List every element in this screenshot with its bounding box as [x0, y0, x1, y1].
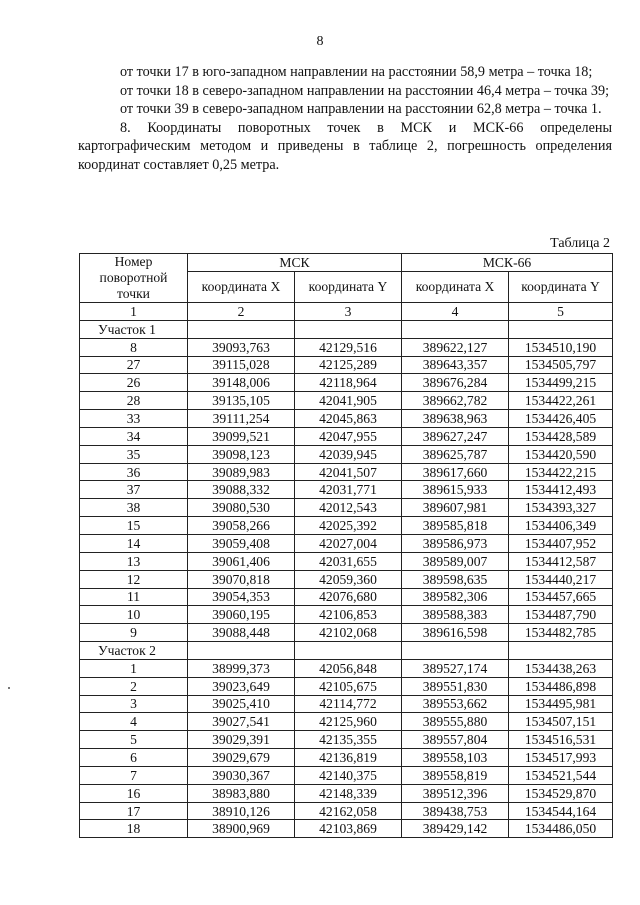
- msk66-y-cell: 1534393,327: [509, 499, 613, 517]
- table-row: [80, 445, 613, 463]
- empty-cell: [509, 320, 613, 338]
- msk66-x-header-label: координата X: [415, 279, 495, 295]
- msk-x-cell: 39148,006: [188, 374, 295, 392]
- msk66-x-cell: 389438,753: [402, 802, 509, 820]
- msk66-y-cell: 1534426,405: [509, 410, 613, 428]
- coordinates-table: [79, 253, 613, 838]
- point-number-cell: 28: [80, 392, 188, 410]
- empty-cell: [295, 320, 402, 338]
- msk66-y-header: [509, 271, 613, 302]
- table-row: [80, 659, 613, 677]
- msk-x-cell: 39029,679: [188, 749, 295, 767]
- point-number-cell: 18: [80, 820, 188, 838]
- page-number: 8: [316, 34, 324, 49]
- msk66-y-cell: 1534510,190: [509, 338, 613, 356]
- column-number: 3: [295, 303, 402, 321]
- point-number-cell: 14: [80, 534, 188, 552]
- msk-x-cell: 39027,541: [188, 713, 295, 731]
- msk-y-cell: 42136,819: [295, 749, 402, 767]
- msk-x-header: [188, 271, 295, 302]
- msk-y-cell: 42105,675: [295, 677, 402, 695]
- point-number-cell: 9: [80, 624, 188, 642]
- table-row: [80, 338, 613, 356]
- msk-y-cell: 42025,392: [295, 517, 402, 535]
- msk66-x-cell: 389589,007: [402, 552, 509, 570]
- msk66-x-cell: 389617,660: [402, 463, 509, 481]
- msk-y-cell: 42125,289: [295, 356, 402, 374]
- msk66-y-cell: 1534422,215: [509, 463, 613, 481]
- point-number-cell: 17: [80, 802, 188, 820]
- table-row: [80, 427, 613, 445]
- msk-y-cell: 42140,375: [295, 766, 402, 784]
- table-row: [80, 499, 613, 517]
- msk-y-cell: 42039,945: [295, 445, 402, 463]
- section-row: [80, 642, 613, 660]
- msk-x-cell: 39029,391: [188, 731, 295, 749]
- msk66-x-cell: 389676,284: [402, 374, 509, 392]
- msk66-y-cell: 1534487,790: [509, 606, 613, 624]
- msk66-y-cell: 1534407,952: [509, 534, 613, 552]
- msk-y-cell: 42102,068: [295, 624, 402, 642]
- section-title: Участок 2: [80, 642, 188, 660]
- msk-y-cell: 42125,960: [295, 713, 402, 731]
- msk66-y-cell: 1534420,590: [509, 445, 613, 463]
- msk-x-cell: 39089,983: [188, 463, 295, 481]
- table-row: [80, 481, 613, 499]
- table-row: [80, 713, 613, 731]
- msk-x-cell: 38910,126: [188, 802, 295, 820]
- msk-y-cell: 42148,339: [295, 784, 402, 802]
- empty-cell: [402, 642, 509, 660]
- msk-y-cell: 42118,964: [295, 374, 402, 392]
- msk66-x-cell: 389607,981: [402, 499, 509, 517]
- msk66-y-cell: 1534505,797: [509, 356, 613, 374]
- point-number-cell: 10: [80, 606, 188, 624]
- msk66-y-cell: 1534457,665: [509, 588, 613, 606]
- msk66-x-cell: 389553,662: [402, 695, 509, 713]
- column-number: 5: [509, 303, 613, 321]
- msk66-x-cell: 389527,174: [402, 659, 509, 677]
- point-number-cell: 12: [80, 570, 188, 588]
- msk-x-cell: 38999,373: [188, 659, 295, 677]
- empty-cell: [188, 320, 295, 338]
- column-number: 1: [80, 303, 188, 321]
- table-row: [80, 624, 613, 642]
- msk66-y-cell: 1534517,993: [509, 749, 613, 767]
- msk66-x-cell: 389622,127: [402, 338, 509, 356]
- msk-y-cell: 42031,771: [295, 481, 402, 499]
- table-row: [80, 606, 613, 624]
- header-row: [80, 254, 613, 272]
- msk-y-cell: 42047,955: [295, 427, 402, 445]
- point-number-cell: 26: [80, 374, 188, 392]
- section-title: Участок 1: [80, 320, 188, 338]
- table-row: [80, 588, 613, 606]
- msk-y-cell: 42103,869: [295, 820, 402, 838]
- msk66-y-cell: 1534440,217: [509, 570, 613, 588]
- msk-x-cell: 39030,367: [188, 766, 295, 784]
- msk66-x-header: [402, 271, 509, 302]
- msk66-y-cell: 1534499,215: [509, 374, 613, 392]
- point-number-cell: 11: [80, 588, 188, 606]
- body-text: [78, 63, 612, 174]
- msk-y-cell: 42012,543: [295, 499, 402, 517]
- msk-y-cell: 42162,058: [295, 802, 402, 820]
- msk66-x-cell: 389429,142: [402, 820, 509, 838]
- point-number-cell: 2: [80, 677, 188, 695]
- msk-x-cell: 39061,406: [188, 552, 295, 570]
- msk-y-cell: 42041,905: [295, 392, 402, 410]
- msk-y-cell: 42045,863: [295, 410, 402, 428]
- point-number-cell: 15: [80, 517, 188, 535]
- msk-x-cell: 39054,353: [188, 588, 295, 606]
- msk66-x-cell: 389586,973: [402, 534, 509, 552]
- msk66-x-cell: 389638,963: [402, 410, 509, 428]
- msk66-x-cell: 389558,819: [402, 766, 509, 784]
- msk66-x-cell: 389512,396: [402, 784, 509, 802]
- point-number-cell: 7: [80, 766, 188, 784]
- msk-y-cell: 42027,004: [295, 534, 402, 552]
- table-row: [80, 749, 613, 767]
- msk66-y-cell: 1534438,263: [509, 659, 613, 677]
- table-row: [80, 374, 613, 392]
- table-row: [80, 784, 613, 802]
- table-row: [80, 392, 613, 410]
- table-row: [80, 766, 613, 784]
- table-row: [80, 356, 613, 374]
- empty-cell: [509, 642, 613, 660]
- table-row: [80, 820, 613, 838]
- msk-x-cell: 39059,408: [188, 534, 295, 552]
- point-number-cell: 13: [80, 552, 188, 570]
- table-body: [80, 320, 613, 837]
- msk66-y-cell: 1534495,981: [509, 695, 613, 713]
- empty-cell: [188, 642, 295, 660]
- msk66-x-cell: 389582,306: [402, 588, 509, 606]
- table-row: [80, 677, 613, 695]
- point-number-cell: 8: [80, 338, 188, 356]
- msk-x-cell: 39088,448: [188, 624, 295, 642]
- msk-x-cell: 39088,332: [188, 481, 295, 499]
- paragraph: от точки 17 в юго-западном направлении на расстоянии 58,9 метра – точка 18;: [120, 64, 593, 80]
- msk66-x-cell: 389555,880: [402, 713, 509, 731]
- msk66-x-cell: 389585,818: [402, 517, 509, 535]
- msk-y-header: [295, 271, 402, 302]
- msk66-x-cell: 389588,383: [402, 606, 509, 624]
- msk-x-cell: 39080,530: [188, 499, 295, 517]
- point-number-cell: 16: [80, 784, 188, 802]
- point-number-cell: 5: [80, 731, 188, 749]
- table-row: [80, 534, 613, 552]
- table-row: [80, 731, 613, 749]
- msk66-y-cell: 1534422,261: [509, 392, 613, 410]
- msk-x-cell: 39099,521: [188, 427, 295, 445]
- msk66-x-cell: 389615,933: [402, 481, 509, 499]
- msk-y-cell: 42076,680: [295, 588, 402, 606]
- column-number: 2: [188, 303, 295, 321]
- msk-x-cell: 39070,818: [188, 570, 295, 588]
- paragraph: от точки 39 в северо-западном направлении на расстоянии 62,8 метра – точка 1.: [120, 101, 602, 117]
- msk-y-cell: 42041,507: [295, 463, 402, 481]
- msk-x-cell: 39111,254: [188, 410, 295, 428]
- table-caption: Таблица 2: [550, 236, 610, 251]
- paragraph: 8. Координаты поворотных точек в МСК и МСК-66 определены картографическим методом и приведены в таблице 2, погрешность определения координат составляет 0,25 метра.: [78, 119, 612, 173]
- msk66-x-cell: 389598,635: [402, 570, 509, 588]
- point-number-cell: 1: [80, 659, 188, 677]
- point-number-cell: 3: [80, 695, 188, 713]
- table-row: [80, 570, 613, 588]
- section-row: [80, 320, 613, 338]
- msk-x-cell: 39058,266: [188, 517, 295, 535]
- msk-y-cell: 42056,848: [295, 659, 402, 677]
- msk-x-cell: 38983,880: [188, 784, 295, 802]
- empty-cell: [295, 642, 402, 660]
- msk66-header: МСК-66: [402, 254, 613, 272]
- point-number-cell: 37: [80, 481, 188, 499]
- msk66-y-cell: 1534486,050: [509, 820, 613, 838]
- msk-x-header-label: координата X: [201, 279, 281, 295]
- msk-x-cell: 39060,195: [188, 606, 295, 624]
- msk66-y-cell: 1534412,493: [509, 481, 613, 499]
- msk-y-cell: 42031,655: [295, 552, 402, 570]
- msk-y-cell: 42135,355: [295, 731, 402, 749]
- column-number: 4: [402, 303, 509, 321]
- paragraph: от точки 18 в северо-западном направлении на расстоянии 46,4 метра – точка 39;: [120, 82, 610, 99]
- msk66-y-header-label: координата Y: [521, 279, 600, 295]
- msk66-x-cell: 389616,598: [402, 624, 509, 642]
- msk66-y-cell: 1534544,164: [509, 802, 613, 820]
- msk66-x-cell: 389625,787: [402, 445, 509, 463]
- msk-x-cell: 39093,763: [188, 338, 295, 356]
- msk66-y-cell: 1534406,349: [509, 517, 613, 535]
- msk66-y-cell: 1534521,544: [509, 766, 613, 784]
- msk-x-cell: 39098,123: [188, 445, 295, 463]
- msk-x-cell: 38900,969: [188, 820, 295, 838]
- msk-y-header-label: координата Y: [308, 279, 388, 295]
- point-number-header: [80, 254, 188, 303]
- msk66-x-cell: 389662,782: [402, 392, 509, 410]
- msk-header: МСК: [188, 254, 402, 272]
- table-row: [80, 463, 613, 481]
- msk66-y-cell: 1534428,589: [509, 427, 613, 445]
- column-number-row: [80, 303, 613, 321]
- msk66-y-cell: 1534516,531: [509, 731, 613, 749]
- msk-x-cell: 39135,105: [188, 392, 295, 410]
- scan-speck: [8, 687, 10, 689]
- empty-cell: [402, 320, 509, 338]
- table-row: [80, 695, 613, 713]
- point-number-cell: 36: [80, 463, 188, 481]
- msk-y-cell: 42114,772: [295, 695, 402, 713]
- table-row: [80, 552, 613, 570]
- msk-x-cell: 39025,410: [188, 695, 295, 713]
- point-number-header-label: Номер поворотной точки: [99, 254, 168, 301]
- msk-y-cell: 42059,360: [295, 570, 402, 588]
- msk66-y-cell: 1534529,870: [509, 784, 613, 802]
- point-number-cell: 6: [80, 749, 188, 767]
- msk-y-cell: 42129,516: [295, 338, 402, 356]
- msk66-y-cell: 1534486,898: [509, 677, 613, 695]
- msk66-y-cell: 1534507,151: [509, 713, 613, 731]
- msk66-x-cell: 389558,103: [402, 749, 509, 767]
- point-number-cell: 34: [80, 427, 188, 445]
- table-row: [80, 517, 613, 535]
- msk66-y-cell: 1534412,587: [509, 552, 613, 570]
- table-row: [80, 410, 613, 428]
- point-number-cell: 35: [80, 445, 188, 463]
- table-row: [80, 802, 613, 820]
- msk-x-cell: 39023,649: [188, 677, 295, 695]
- msk66-x-cell: 389627,247: [402, 427, 509, 445]
- point-number-cell: 38: [80, 499, 188, 517]
- point-number-cell: 4: [80, 713, 188, 731]
- msk66-y-cell: 1534482,785: [509, 624, 613, 642]
- msk66-x-cell: 389551,830: [402, 677, 509, 695]
- msk-x-cell: 39115,028: [188, 356, 295, 374]
- point-number-cell: 33: [80, 410, 188, 428]
- msk-y-cell: 42106,853: [295, 606, 402, 624]
- msk66-x-cell: 389643,357: [402, 356, 509, 374]
- msk66-x-cell: 389557,804: [402, 731, 509, 749]
- point-number-cell: 27: [80, 356, 188, 374]
